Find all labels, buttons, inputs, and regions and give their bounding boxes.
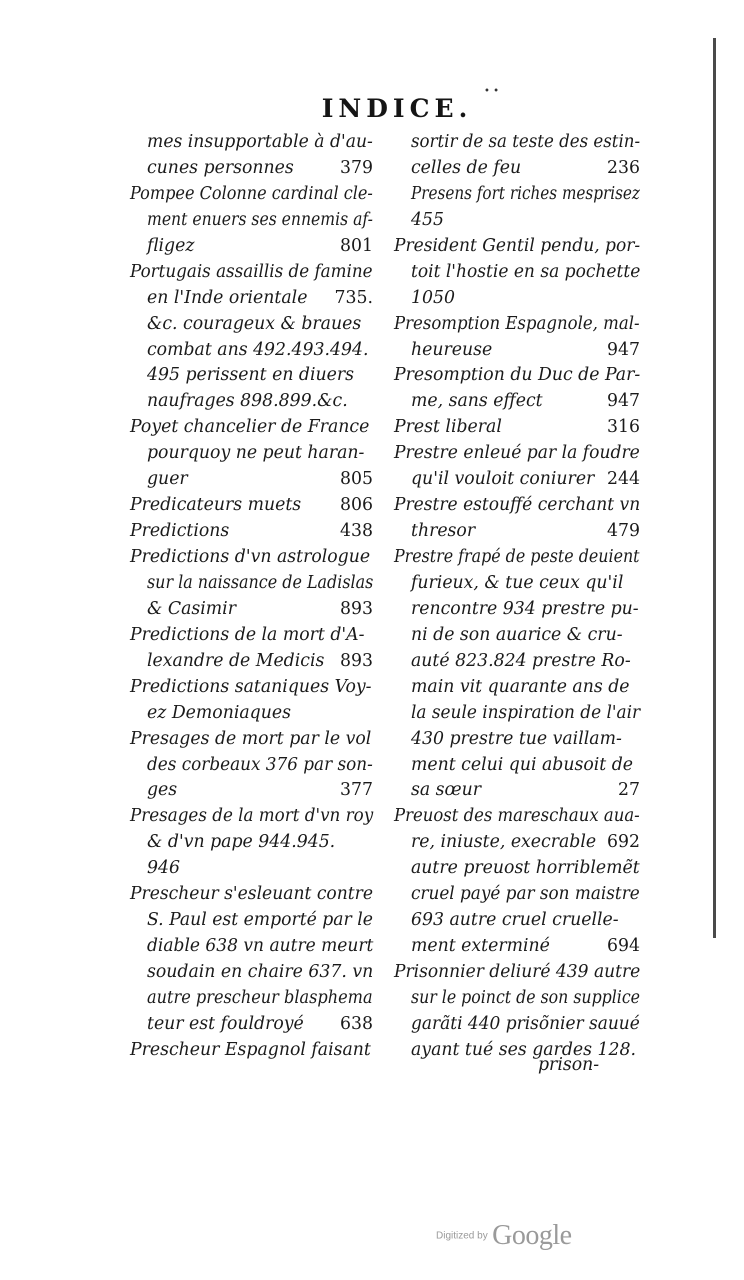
- index-line: [394, 545, 640, 571]
- page-number: 805: [340, 469, 373, 490]
- index-entry-text: en l'Inde orientale: [147, 287, 308, 308]
- index-line: [394, 260, 640, 286]
- index-entry-text: ges: [147, 780, 178, 801]
- index-line: [130, 234, 373, 260]
- index-entry-text: garãti 440 prisõnier sauué: [411, 1013, 640, 1034]
- index-entry-text: Prest liberal: [394, 417, 502, 438]
- index-line: [394, 415, 640, 441]
- index-line: [394, 597, 640, 623]
- index-entry-text: Prestre estouffé cerchant vn: [394, 495, 641, 516]
- index-entry-text: re, iniuste, execrable: [411, 832, 597, 853]
- index-line: [394, 1012, 640, 1038]
- index-line: [130, 1012, 373, 1038]
- index-entry-text: Prisonnier deliuré 439 autre: [394, 962, 641, 982]
- index-line: [394, 208, 640, 234]
- index-entry-text: toit l'hostie en sa pochette: [411, 261, 641, 282]
- index-line: [130, 182, 373, 208]
- index-line: [130, 363, 373, 389]
- index-line: [394, 830, 640, 856]
- page-number: 893: [340, 598, 373, 619]
- index-line: [130, 727, 373, 753]
- index-line: [130, 882, 373, 908]
- index-line: [394, 960, 640, 986]
- index-entry-text: cunes personnes: [147, 157, 294, 178]
- index-entry-text: soudain en chaire 637. vn: [147, 962, 374, 982]
- index-line: [130, 623, 373, 649]
- index-entry-text: Prestre frapé de peste deuient: [394, 547, 640, 567]
- index-entry-text: thresor: [411, 521, 476, 542]
- index-entry-text: S. Paul est emporté par le: [147, 910, 373, 931]
- page-number: 947: [607, 391, 640, 412]
- index-entry-text: Presens fort riches mesprisez: [411, 183, 640, 204]
- index-line: [130, 415, 373, 441]
- index-line: [130, 986, 373, 1012]
- index-entry-text: auté 823.824 prestre Ro-: [411, 650, 631, 671]
- index-line: [130, 830, 373, 856]
- index-entry-text: Predictions de la mort d'A-: [130, 624, 365, 645]
- index-entry-text: des corbeaux 376 par son-: [147, 754, 373, 775]
- index-entry-text: 946: [147, 858, 180, 879]
- index-entry-text: & Casimir: [147, 598, 236, 619]
- index-entry-text: lexandre de Medicis: [147, 650, 325, 671]
- index-entry-text: ment enuers ses ennemis af-: [147, 209, 373, 230]
- index-entry-text: rencontre 934 prestre pu-: [411, 598, 639, 619]
- watermark: [436, 1220, 572, 1252]
- index-line: [130, 208, 373, 234]
- index-entry-text: Presomption du Duc de Par-: [394, 365, 641, 386]
- index-entry-text: la seule inspiration de l'air: [411, 702, 641, 723]
- index-entry-text: President Gentil pendu, por-: [394, 235, 641, 256]
- index-entry-text: Predictions d'vn astrologue: [130, 547, 371, 567]
- index-entry-text: ment exterminé: [411, 936, 550, 957]
- page-number: 893: [340, 650, 373, 671]
- index-line: [394, 286, 640, 312]
- page-number: 947: [607, 339, 640, 360]
- index-entry-text: Preuost des mareschaux aua-: [394, 806, 640, 827]
- index-entry-text: 430 prestre tue vaillam-: [411, 728, 622, 749]
- index-line: [130, 467, 373, 493]
- index-line: [130, 571, 373, 597]
- index-entry-text: pourquoy ne peut haran-: [147, 443, 365, 464]
- index-line: [394, 389, 640, 415]
- index-entry-text: Presomption Espagnole, mal-: [394, 313, 640, 334]
- index-line: [394, 519, 640, 545]
- index-line: [394, 467, 640, 493]
- index-entry-text: Predictions: [130, 521, 230, 542]
- index-entry-text: ni de son auarice & cru-: [411, 624, 623, 645]
- index-line: [130, 908, 373, 934]
- index-entry-text: ment celui qui abusoit de: [411, 754, 633, 775]
- index-entry-text: Presages de mort par le vol: [130, 728, 372, 749]
- index-line: [394, 675, 640, 701]
- index-entry-text: Predictions sataniques Voy-: [130, 676, 372, 697]
- page-number: 735.: [334, 287, 373, 308]
- index-line: [130, 338, 373, 364]
- index-line: [130, 312, 373, 338]
- page-number: 694: [607, 936, 640, 957]
- index-entry-text: heureuse: [411, 339, 493, 360]
- ink-speck: • •: [484, 86, 499, 97]
- index-line: [394, 753, 640, 779]
- index-entry-text: Predicateurs muets: [130, 495, 302, 516]
- index-line: [394, 934, 640, 960]
- index-entry-text: guer: [147, 469, 188, 490]
- index-entry-text: ayant tué ses gardes 128.: [411, 1039, 636, 1060]
- index-line: [394, 156, 640, 182]
- index-line: [130, 856, 373, 882]
- index-column-left: [130, 130, 373, 1064]
- index-entry-text: & d'vn pape 944.945.: [147, 832, 336, 853]
- catchword: prison-: [538, 1055, 600, 1075]
- page-number: 479: [607, 521, 640, 542]
- index-entry-text: &c. courageux & braues: [147, 313, 362, 334]
- page-title: INDICE.: [321, 94, 473, 123]
- index-line: [130, 260, 373, 286]
- index-line: [394, 986, 640, 1012]
- page-number: 801: [340, 235, 373, 256]
- index-line: [130, 519, 373, 545]
- index-line: [394, 234, 640, 260]
- index-line: [394, 1038, 640, 1064]
- index-entry-text: furieux, & tue ceux qu'il: [411, 572, 624, 593]
- index-entry-text: ez Demoniaques: [147, 702, 291, 723]
- page-number: 236: [607, 157, 640, 178]
- index-line: [130, 778, 373, 804]
- index-line: [130, 934, 373, 960]
- index-entry-text: Prestre enleué par la foudre: [394, 443, 640, 464]
- index-entry-text: diable 638 vn autre meurt: [147, 936, 374, 957]
- page-edge-rule: [713, 38, 716, 938]
- page-number: 27: [618, 780, 640, 801]
- index-entry-text: combat ans 492.493.494.: [147, 339, 369, 360]
- index-entry-text: Prescheur Espagnol faisant: [130, 1039, 371, 1060]
- index-entry-text: 693 autre cruel cruelle-: [411, 910, 619, 931]
- index-line: [394, 363, 640, 389]
- page-number: 692: [607, 832, 640, 853]
- index-entry-text: teur est fouldroyé: [147, 1013, 304, 1034]
- index-entry-text: Pompee Colonne cardinal cle-: [130, 183, 373, 204]
- index-entry-text: main vit quarante ans de: [411, 676, 630, 697]
- index-line: [394, 571, 640, 597]
- index-entry-text: celles de feu: [411, 157, 522, 178]
- index-entry-text: autre preuost horriblemẽt: [411, 858, 640, 879]
- index-line: [130, 675, 373, 701]
- index-line: [394, 130, 640, 156]
- page-number: 438: [340, 521, 373, 542]
- index-entry-text: Presages de la mort d'vn roy: [130, 806, 374, 827]
- index-entry-text: sa sœur: [411, 780, 482, 801]
- index-line: [394, 493, 640, 519]
- index-line: [130, 130, 373, 156]
- index-line: [394, 441, 640, 467]
- index-line: [130, 493, 373, 519]
- page-number: 806: [340, 495, 373, 516]
- page-number: 316: [607, 417, 640, 438]
- index-line: [394, 908, 640, 934]
- index-entry-text: Prescheur s'esleuant contre: [130, 884, 374, 905]
- index-line: [394, 701, 640, 727]
- index-entry-text: cruel payé par son maistre: [411, 884, 640, 905]
- index-entry-text: 455: [411, 209, 444, 230]
- index-entry-text: mes insupportable à d'au-: [147, 132, 373, 152]
- index-line: [130, 441, 373, 467]
- page-number: 377: [340, 780, 373, 801]
- index-entry-text: Portugais assaillis de famine: [130, 261, 373, 282]
- index-entry-text: Poyet chancelier de France: [130, 417, 370, 438]
- page-number: 244: [607, 469, 640, 490]
- index-entry-text: me, sans effect: [411, 391, 543, 412]
- index-entry-text: sur le poinct de son supplice: [411, 987, 641, 1008]
- index-entry-text: 495 perissent en diuers: [147, 365, 355, 386]
- index-line: [394, 778, 640, 804]
- index-entry-text: fligez: [147, 235, 195, 256]
- index-entry-text: autre prescheur blasphema: [147, 987, 373, 1008]
- index-line: [130, 156, 373, 182]
- index-line: [394, 727, 640, 753]
- page-number: 638: [340, 1013, 373, 1034]
- index-line: [394, 312, 640, 338]
- index-entry-text: naufrages 898.899.&c.: [147, 391, 348, 412]
- index-entry-text: 1050: [411, 287, 455, 308]
- index-line: [130, 597, 373, 623]
- index-entry-text: qu'il vouloit coniurer: [411, 469, 595, 490]
- index-line: [130, 545, 373, 571]
- index-line: [394, 882, 640, 908]
- index-line: [130, 753, 373, 779]
- index-line: [130, 960, 373, 986]
- index-line: [130, 649, 373, 675]
- watermark-brand: Google: [492, 1220, 572, 1251]
- index-line: [130, 701, 373, 727]
- index-line: [394, 182, 640, 208]
- index-line: [394, 338, 640, 364]
- watermark-prefix: Digitized by: [436, 1230, 488, 1242]
- index-line: [394, 623, 640, 649]
- index-line: [130, 286, 373, 312]
- page-number: 379: [340, 157, 373, 178]
- index-line: [394, 649, 640, 675]
- index-entry-text: sur la naissance de Ladislas: [147, 572, 374, 593]
- index-line: [394, 856, 640, 882]
- index-entry-text: sortir de sa teste des estin-: [411, 132, 641, 152]
- index-line: [394, 804, 640, 830]
- index-line: [130, 1038, 373, 1064]
- index-line: [130, 804, 373, 830]
- index-line: [130, 389, 373, 415]
- index-column-right: [394, 130, 640, 1064]
